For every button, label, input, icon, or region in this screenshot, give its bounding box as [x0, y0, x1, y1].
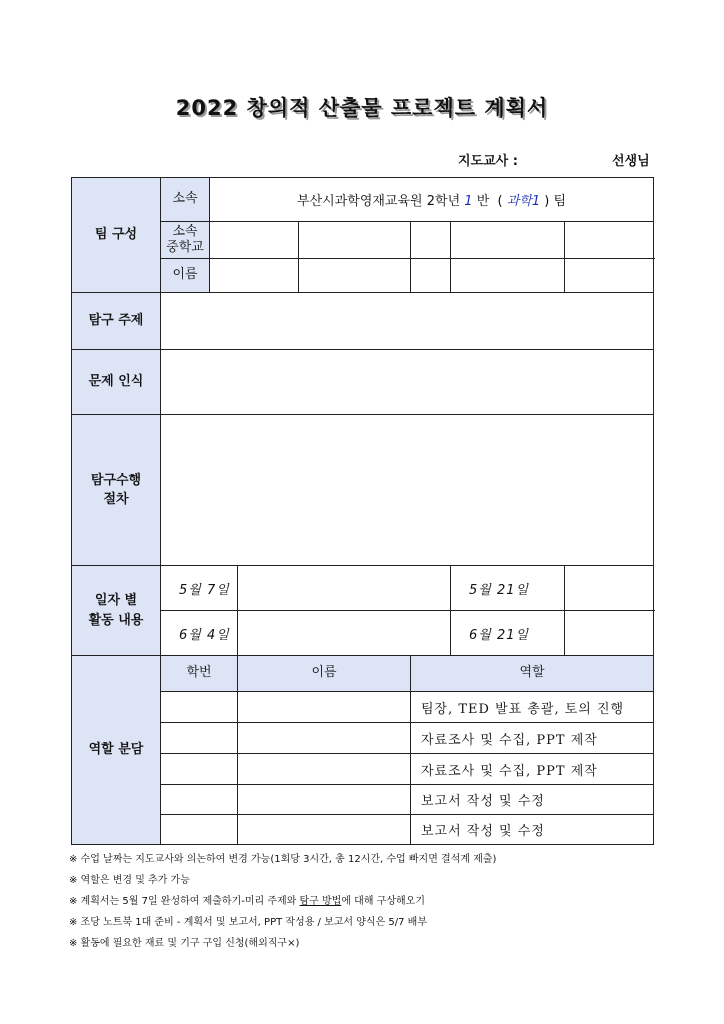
member-name-cell[interactable]: [238, 723, 411, 754]
affiliation-label: 소속: [161, 178, 210, 222]
school-cell-3[interactable]: [411, 222, 451, 259]
team-name: 과학1: [506, 194, 541, 209]
school-cell-5[interactable]: [565, 222, 654, 259]
role-cell: 보고서 작성 및 수정: [411, 815, 654, 845]
note-1: ※ 수업 날짜는 지도교사와 의논하여 변경 가능(1회당 3시간, 총 12시간, 수업 빠지면 결석계 제출): [69, 854, 497, 865]
notes: [69, 849, 669, 954]
school-cell-1[interactable]: [210, 222, 299, 259]
schedule-content-1[interactable]: [238, 566, 451, 611]
school-cell-4[interactable]: [451, 222, 565, 259]
paren-open: (: [497, 194, 503, 209]
name-cell-5[interactable]: [565, 259, 654, 293]
name-cell-1[interactable]: [210, 259, 299, 293]
topic-header: 탐구 주제: [72, 293, 161, 350]
role-cell: 팀장, TED 발표 총괄, 토의 진행: [411, 692, 654, 723]
procedure-input[interactable]: [161, 415, 654, 566]
student-id-cell[interactable]: [161, 815, 238, 845]
name-label: 이름: [161, 259, 210, 293]
schedule-content-3[interactable]: [238, 611, 451, 656]
student-id-cell[interactable]: [161, 785, 238, 815]
role-cell: 보고서 작성 및 수정: [411, 785, 654, 815]
affiliation-value: [210, 178, 654, 222]
name-cell-2[interactable]: [299, 259, 411, 293]
roles-header: 역할 분담: [72, 656, 161, 845]
schedule-date-3: 6월 4일: [161, 611, 238, 656]
team-header: 팀 구성: [72, 178, 161, 293]
role-header: 역할: [411, 656, 654, 692]
note-3-after: 에 대해 구상해오기: [341, 896, 425, 907]
teacher-label: 지도교사 :: [458, 154, 518, 169]
topic-input[interactable]: [161, 293, 654, 350]
schedule-header: 일자 별 활동 내용: [72, 566, 161, 656]
school-cell-2[interactable]: [299, 222, 411, 259]
problem-input[interactable]: [161, 350, 654, 415]
student-id-cell[interactable]: [161, 723, 238, 754]
student-id-cell[interactable]: [161, 692, 238, 723]
schedule-date-2: 5월 21일: [451, 566, 565, 611]
document-title: 2022 창의적 산출물 프로젝트 계획서: [175, 96, 549, 120]
procedure-header: 탐구수행 절차: [72, 415, 161, 566]
schedule-content-4[interactable]: [565, 611, 654, 656]
affiliation-prefix: 부산시과학영재교육원 2학년: [297, 194, 461, 209]
note-3-underlined: 탐구 방법: [299, 896, 342, 907]
schedule-date-1: 5월 7일: [161, 566, 238, 611]
name-cell-3[interactable]: [411, 259, 451, 293]
class-unit: 반: [476, 194, 490, 209]
member-name-cell[interactable]: [238, 815, 411, 845]
school-label: 소속 중학교: [161, 222, 210, 259]
role-cell: 자료조사 및 수집, PPT 제작: [411, 754, 654, 785]
class-number: 1: [464, 194, 473, 209]
note-3-before: ※ 계획서는 5월 7일 완성하여 제출하기-미리 주제와: [69, 896, 300, 907]
teacher-suffix: 선생님: [612, 154, 650, 169]
member-name-cell[interactable]: [238, 692, 411, 723]
student-id-header: 학번: [161, 656, 238, 692]
team-unit: 팀: [553, 194, 567, 209]
role-cell: 자료조사 및 수집, PPT 제작: [411, 723, 654, 754]
project-plan-table: [71, 177, 654, 845]
name-cell-4[interactable]: [451, 259, 565, 293]
schedule-content-2[interactable]: [565, 566, 654, 611]
note-4: ※ 조당 노트북 1대 준비 - 계획서 및 보고서, PPT 작성용 / 보고서 양식은 5/7 배부: [69, 917, 428, 928]
paren-close: ): [544, 194, 550, 209]
schedule-date-4: 6월 21일: [451, 611, 565, 656]
problem-header: 문제 인식: [72, 350, 161, 415]
note-5: ※ 활동에 필요한 재료 및 기구 구입 신청(해외직구×): [69, 938, 300, 949]
member-name-cell[interactable]: [238, 785, 411, 815]
note-2: ※ 역할은 변경 및 추가 가능: [69, 875, 190, 886]
member-name-cell[interactable]: [238, 754, 411, 785]
member-name-header: 이름: [238, 656, 411, 692]
note-3: [69, 891, 669, 912]
student-id-cell[interactable]: [161, 754, 238, 785]
